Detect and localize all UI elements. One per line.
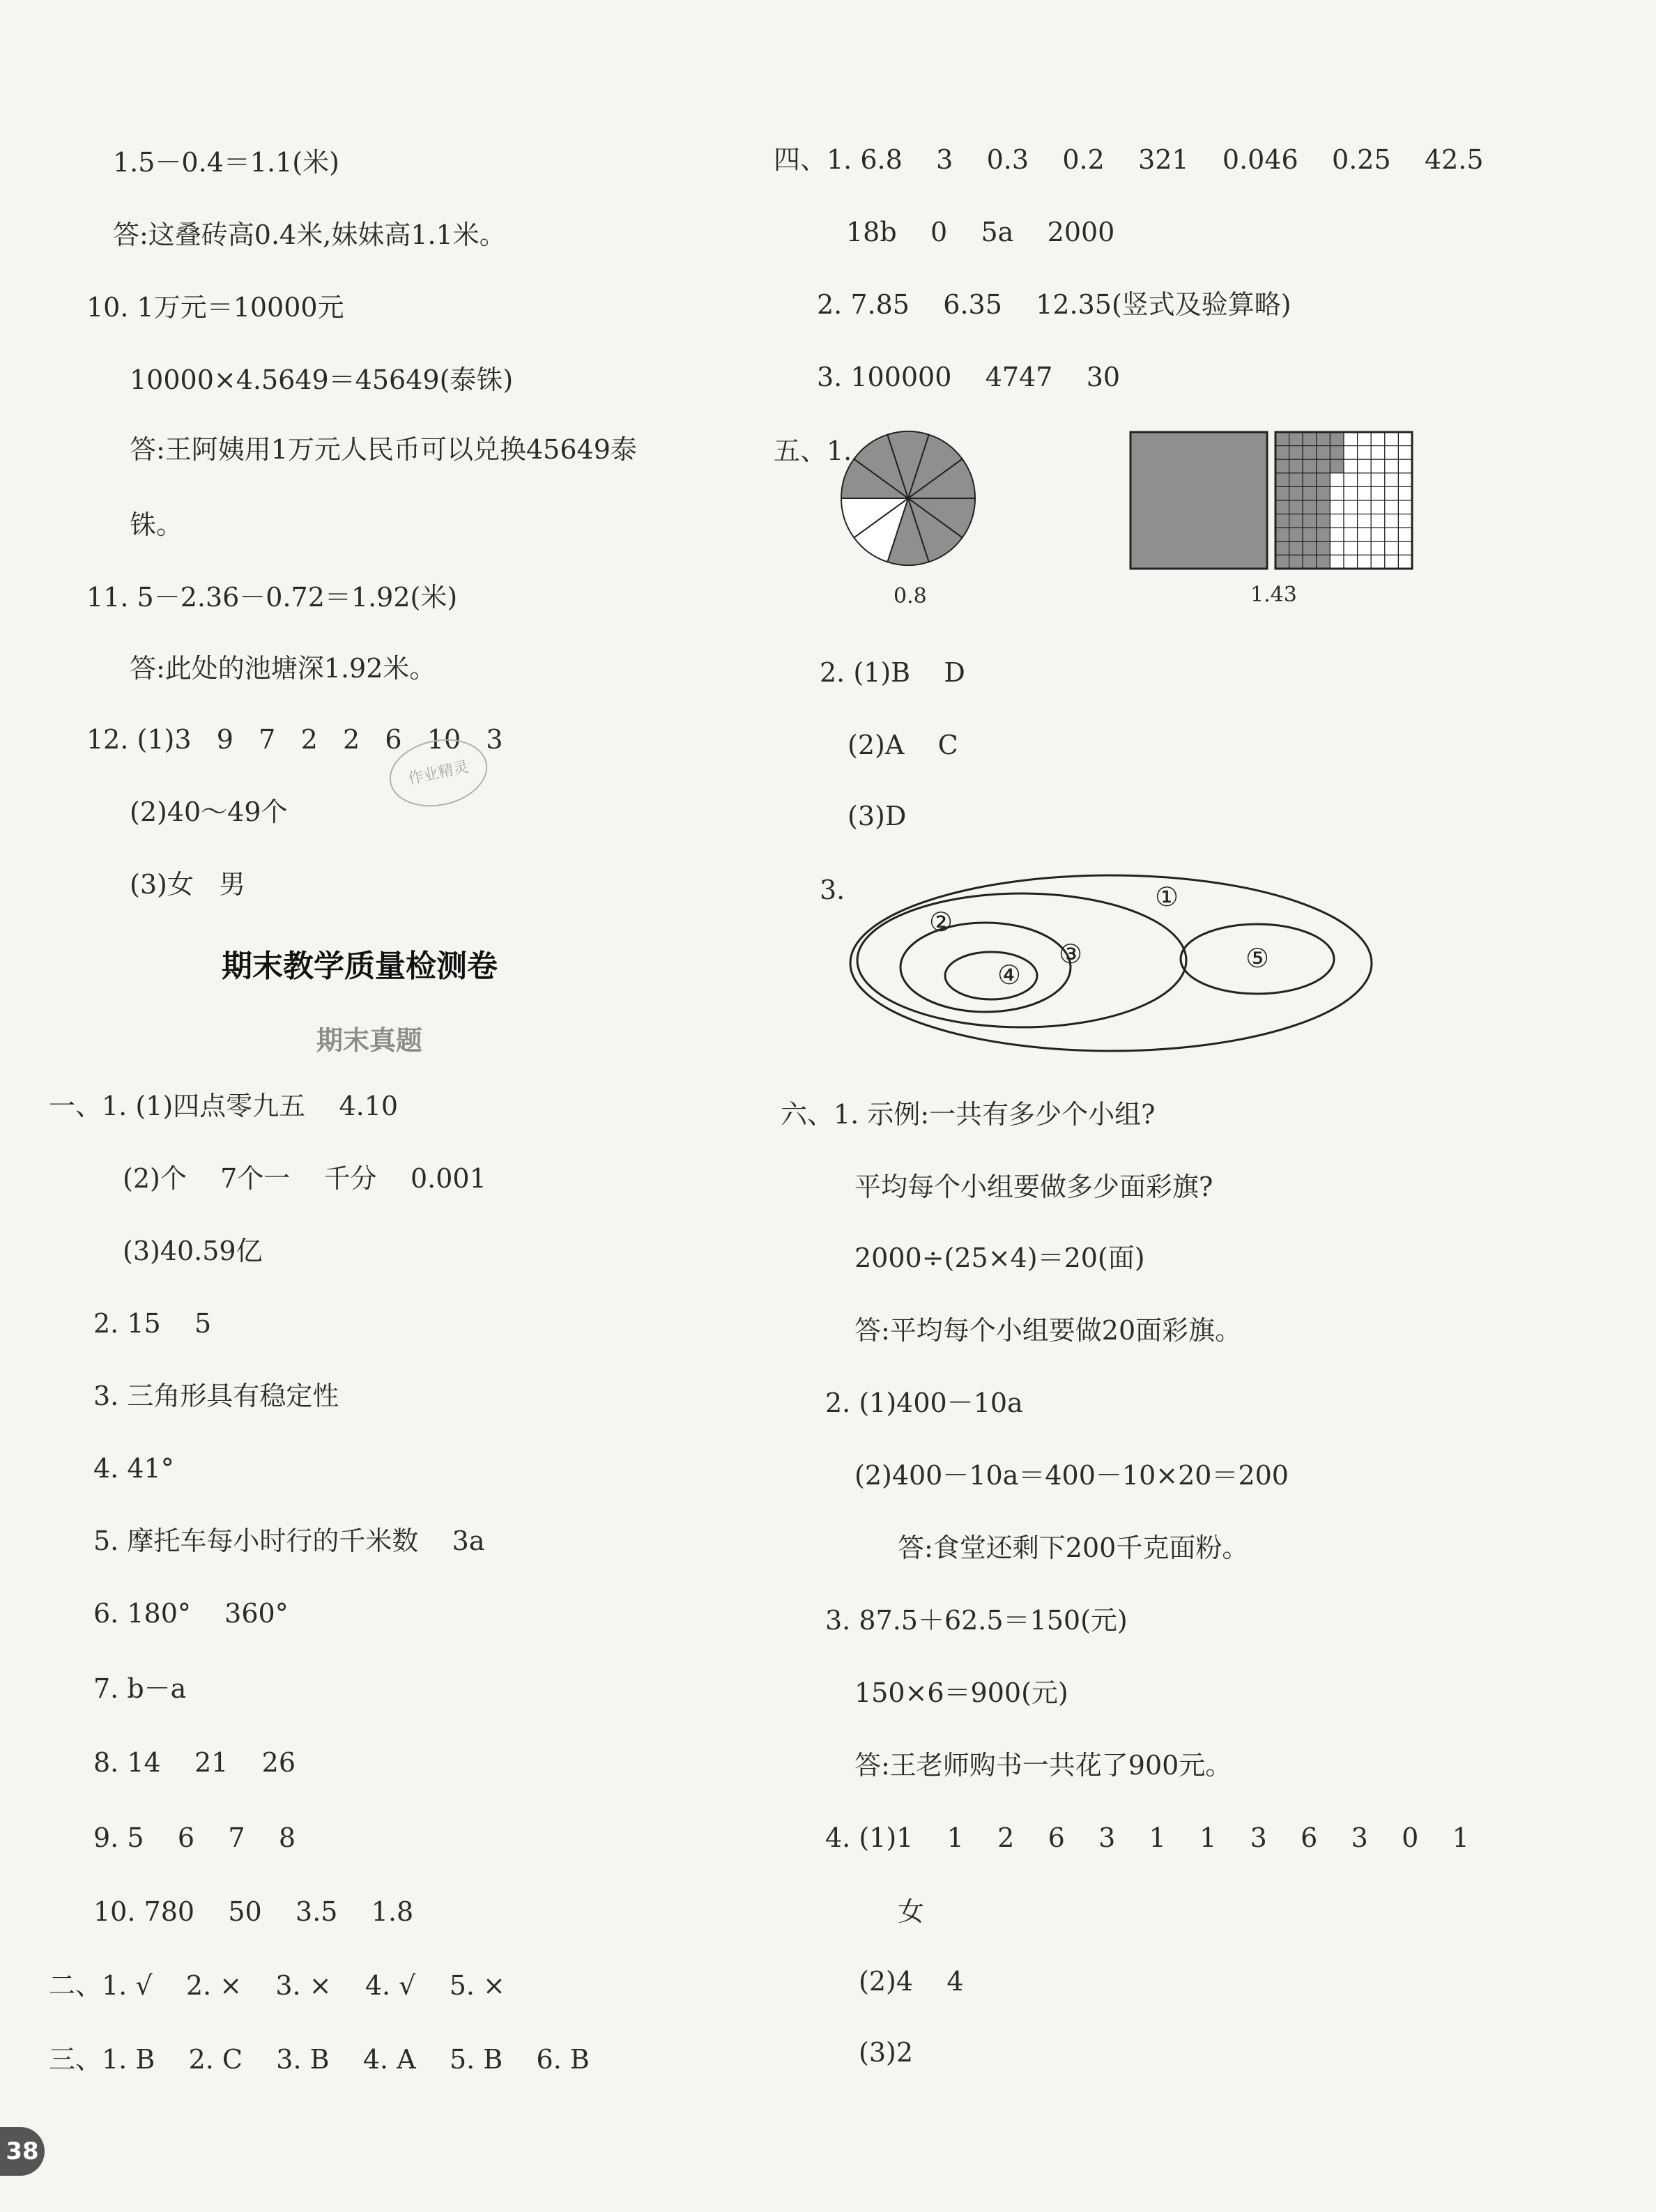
grid-cell (1275, 528, 1289, 542)
grid-cell (1317, 500, 1331, 514)
grid-cell (1289, 514, 1303, 528)
grid-cell (1371, 473, 1385, 487)
grid-cell (1275, 432, 1289, 446)
grid-cell (1398, 542, 1412, 555)
problem-10: 10. 1万元＝10000元 (86, 292, 344, 323)
page-number: 38 (0, 2127, 45, 2176)
grid-cell (1330, 542, 1344, 555)
grid-cell (1385, 486, 1399, 500)
grid-cell (1317, 486, 1331, 500)
grid-cell (1344, 459, 1358, 473)
grid-cell (1303, 446, 1317, 460)
grid-cell (1398, 555, 1412, 569)
section-4-q1: 四、1. 6.8 3 0.3 0.2 321 0.046 0.25 42.5 (774, 144, 1484, 175)
grid-cell (1275, 500, 1289, 514)
grid-cell (1289, 446, 1303, 460)
grid-cell (1358, 542, 1372, 555)
grid-cell (1317, 514, 1331, 528)
decimal-grid-figure (1129, 431, 1415, 570)
grid-cell (1317, 473, 1331, 487)
problem-12: 12. (1)3 9 7 2 2 6 10 3 (86, 724, 503, 755)
grid-cell (1344, 473, 1358, 487)
grid-cell (1398, 500, 1412, 514)
grid-cell (1398, 514, 1412, 528)
text-line: 答:王阿姨用1万元人民币可以兑换45649泰 (130, 434, 637, 465)
text-line: 3. 三角形具有稳定性 (93, 1381, 339, 1411)
section-3: 三、1. B 2. C 3. B 4. A 5. B 6. B (49, 2044, 590, 2075)
text-line: 8. 14 21 26 (93, 1747, 296, 1778)
grid-cell (1289, 542, 1303, 555)
grid-cell (1330, 473, 1344, 487)
section-5-q1: 五、1. (774, 436, 852, 466)
grid-cell (1330, 514, 1344, 528)
grid-value-label: 1.43 (1250, 583, 1297, 607)
region-label: ② (928, 907, 953, 937)
text-line: 2. 7.85 6.35 12.35(竖式及验算略) (817, 289, 1291, 320)
text-line: (2)个 7个一 千分 0.001 (123, 1163, 486, 1194)
grid-cell (1358, 459, 1372, 473)
grid-cell (1385, 473, 1399, 487)
grid-cell (1398, 446, 1412, 460)
grid-cell (1358, 514, 1372, 528)
grid-cell (1358, 486, 1372, 500)
grid-cell (1289, 459, 1303, 473)
grid-cell (1330, 446, 1344, 460)
text-line: 3. 87.5＋62.5＝150(元) (825, 1605, 1128, 1636)
grid-cell (1358, 432, 1372, 446)
grid-cell (1344, 542, 1358, 555)
text-line: 平均每个小组要做多少面彩旗? (854, 1172, 1213, 1202)
grid-cell (1371, 514, 1385, 528)
text-line: 答:此处的池塘深1.92米。 (130, 653, 436, 684)
grid-cell (1303, 500, 1317, 514)
text-line: 9. 5 6 7 8 (93, 1822, 296, 1853)
text-line: 答:这叠砖高0.4米,妹妹高1.1米。 (113, 220, 506, 250)
grid-cell (1275, 514, 1289, 528)
grid-cell (1385, 446, 1399, 460)
text-line: (3)D (848, 801, 907, 831)
text-line: 6. 180° 360° (93, 1598, 289, 1629)
grid-cell (1358, 555, 1372, 569)
text-line: (2)40～49个 (130, 797, 288, 827)
svg-text:作业精灵: 作业精灵 (406, 758, 470, 788)
circle-value-label: 0.8 (894, 584, 927, 608)
text-line: 答:王老师购书一共花了900元。 (854, 1750, 1232, 1781)
watermark-stamp (386, 735, 491, 811)
text-line: (3)40.59亿 (123, 1236, 263, 1266)
grid-cell (1289, 500, 1303, 514)
grid-cell (1289, 473, 1303, 487)
grid-cell (1275, 473, 1289, 487)
grid-cell (1289, 555, 1303, 569)
grid-cell (1275, 446, 1289, 460)
section-subtitle: 期末真题 (316, 1025, 423, 1056)
region-label: ③ (1058, 939, 1083, 969)
grid-cell (1275, 555, 1289, 569)
grid-cell (1385, 500, 1399, 514)
grid-cell (1275, 542, 1289, 555)
section-1-q1: 一、1. (1)四点零九五 4.10 (49, 1091, 399, 1121)
section-title: 期末教学质量检测卷 (222, 948, 498, 984)
text-line: (2)400－10a＝400－10×20＝200 (854, 1460, 1289, 1491)
grid-cell (1317, 555, 1331, 569)
grid-cell (1317, 542, 1331, 555)
grid-cell (1303, 473, 1317, 487)
text-line: 18b 0 5a 2000 (846, 217, 1115, 247)
grid-cell (1398, 528, 1412, 542)
problem-11: 11. 5－2.36－0.72＝1.92(米) (86, 582, 458, 613)
grid-cell (1303, 486, 1317, 500)
text-line: (2)4 4 (859, 1966, 964, 1997)
text-line: 1.5－0.4＝1.1(米) (113, 147, 339, 178)
grid-cell (1398, 486, 1412, 500)
grid-cell (1371, 432, 1385, 446)
grid-cell (1289, 432, 1303, 446)
grid-cell (1317, 432, 1331, 446)
grid-cell (1371, 446, 1385, 460)
region-label: ⑤ (1245, 943, 1270, 974)
grid-cell (1303, 528, 1317, 542)
text-line: 2. (1)B D (820, 657, 965, 688)
grid-cell (1317, 446, 1331, 460)
grid-cell (1330, 528, 1344, 542)
grid-cell (1371, 528, 1385, 542)
grid-cell (1344, 514, 1358, 528)
grid-cell (1358, 528, 1372, 542)
grid-cell (1385, 514, 1399, 528)
text-line: 5. 摩托车每小时行的千米数 3a (93, 1526, 485, 1556)
full-unit-square (1130, 432, 1267, 569)
text-line: 150×6＝900(元) (854, 1677, 1068, 1708)
grid-cell (1358, 500, 1372, 514)
grid-cell (1385, 542, 1399, 555)
grid-cell (1303, 555, 1317, 569)
text-line: 4. (1)1 1 2 6 3 1 1 3 6 3 0 1 (825, 1822, 1469, 1853)
grid-cell (1344, 500, 1358, 514)
text-line: 答:平均每个小组要做20面彩旗。 (854, 1315, 1242, 1346)
text-line: (3)2 (859, 2037, 914, 2068)
text-line: (3)女 男 (130, 869, 246, 900)
grid-cell (1371, 542, 1385, 555)
grid-cell (1330, 432, 1344, 446)
grid-cell (1317, 459, 1331, 473)
grid-cell (1371, 486, 1385, 500)
text-line: 3. 100000 4747 30 (817, 362, 1121, 392)
text-line: 答:食堂还剩下200千克面粉。 (898, 1533, 1249, 1563)
grid-cell (1330, 500, 1344, 514)
grid-cell (1385, 432, 1399, 446)
section-6-q1: 六、1. 示例:一共有多少个小组? (781, 1099, 1156, 1130)
fraction-circle-figure (836, 427, 980, 570)
grid-cell (1303, 542, 1317, 555)
text-line: 4. 41° (93, 1453, 174, 1484)
grid-cell (1303, 514, 1317, 528)
grid-cell (1344, 555, 1358, 569)
grid-cell (1344, 446, 1358, 460)
grid-cell (1344, 528, 1358, 542)
text-line: 10000×4.5649＝45649(泰铢) (130, 364, 514, 395)
grid-cell (1289, 528, 1303, 542)
grid-cell (1371, 459, 1385, 473)
grid-cell (1398, 432, 1412, 446)
grid-cell (1358, 446, 1372, 460)
grid-cell (1303, 459, 1317, 473)
section-2: 二、1. √ 2. × 3. × 4. √ 5. × (49, 1970, 505, 2001)
text-line: 10. 780 50 3.5 1.8 (93, 1896, 414, 1927)
venn-ellipses-figure (843, 864, 1387, 1059)
text-line: 2. 15 5 (93, 1308, 212, 1339)
grid-cell (1303, 432, 1317, 446)
grid-cell (1344, 486, 1358, 500)
grid-cell (1371, 500, 1385, 514)
text-line: 2000÷(25×4)＝20(面) (854, 1243, 1145, 1273)
text-line: 3. (820, 875, 845, 905)
grid-cell (1330, 555, 1344, 569)
text-line: 女 (898, 1896, 925, 1927)
grid-cell (1330, 459, 1344, 473)
grid-cell (1344, 432, 1358, 446)
grid-cell (1385, 555, 1399, 569)
region-label: ① (1154, 882, 1179, 912)
text-line: 铢。 (130, 509, 183, 540)
text-line: (2)A C (848, 730, 958, 760)
grid-cell (1330, 486, 1344, 500)
grid-cell (1398, 473, 1412, 487)
grid-cell (1358, 473, 1372, 487)
text-line: 7. b－a (93, 1673, 187, 1704)
grid-cell (1317, 528, 1331, 542)
text-line: 2. (1)400－10a (825, 1388, 1023, 1418)
grid-cell (1371, 555, 1385, 569)
grid-cell (1385, 459, 1399, 473)
grid-cell (1275, 459, 1289, 473)
grid-cell (1275, 486, 1289, 500)
grid-cell (1398, 459, 1412, 473)
grid-cell (1289, 486, 1303, 500)
grid-cell (1385, 528, 1399, 542)
region-label: ④ (997, 960, 1022, 990)
